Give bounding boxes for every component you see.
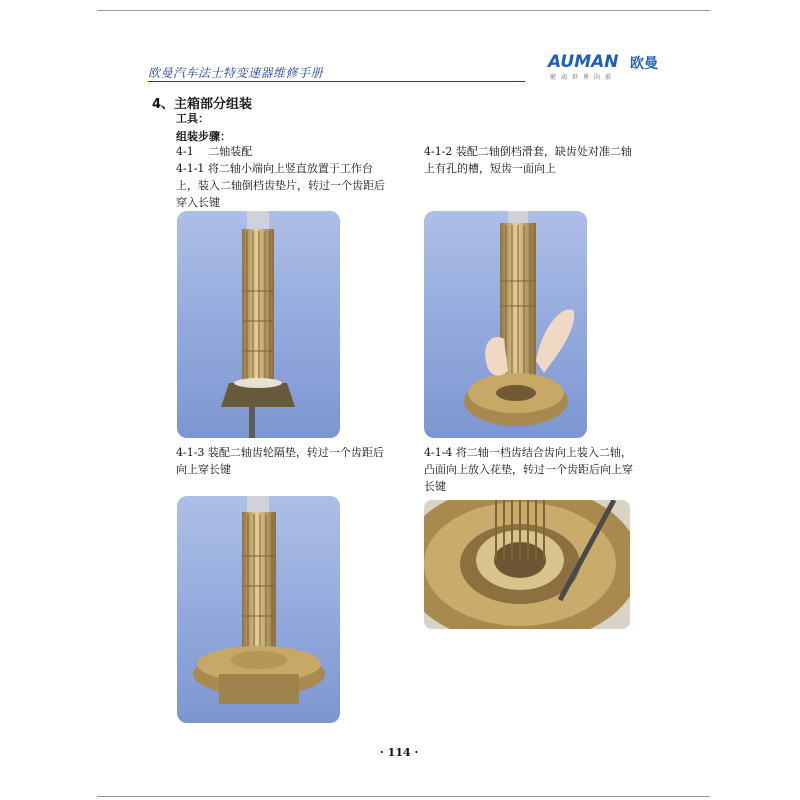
caption-line: 4-1-1 将二轴小端向上竖直放置于工作台	[176, 162, 373, 175]
step-caption-4-1-3	[176, 444, 394, 478]
logo-wordmark: AUMAN	[548, 52, 619, 72]
caption-line: 4-1-3 装配二轴齿轮隔垫，转过一个齿距后	[176, 446, 384, 459]
caption-line: 凸面向上放入花垫，转过一个齿距后向上穿	[424, 463, 633, 476]
page-bottom-rule	[97, 796, 710, 797]
tools-label: 工具：	[176, 112, 209, 125]
step-caption-4-1-2	[424, 143, 642, 177]
logo-slogan: 驱动世界向前	[550, 74, 617, 81]
caption-line: 长键	[424, 480, 446, 493]
shaft-with-gear-photo	[177, 496, 340, 723]
caption-line: 向上穿长键	[176, 463, 231, 476]
caption-line: 4-1-4 将二轴一档齿结合齿向上装入二轴，	[424, 446, 632, 459]
logo-chinese: 欧曼	[630, 56, 658, 72]
page-number: · 114 ·	[380, 746, 419, 759]
caption-line: 上，装入二轴倒档齿垫片，转过一个齿距后	[176, 179, 385, 192]
section-title: 4、主箱部分组装	[152, 97, 253, 112]
shaft-on-washer-photo	[177, 211, 340, 438]
auman-logo	[548, 52, 668, 82]
caption-line: 4-1 二轴装配	[176, 145, 253, 158]
page-top-rule	[97, 10, 710, 11]
step-caption-4-1-4	[424, 444, 642, 495]
gear-spline-closeup-photo	[424, 500, 630, 629]
manual-title: 欧曼汽车法士特变速器维修手册	[148, 66, 324, 80]
steps-label: 组装步骤：	[176, 130, 231, 143]
caption-line: 4-1-2 装配二轴倒档滑套，缺齿处对准二轴	[424, 145, 632, 158]
caption-line: 上有孔的槽，短齿一面向上	[424, 162, 556, 175]
hand-fitting-sleeve-photo	[424, 211, 587, 438]
header-rule	[148, 81, 525, 82]
step-caption-4-1-1	[176, 143, 394, 211]
caption-line: 穿入长键	[176, 196, 220, 209]
